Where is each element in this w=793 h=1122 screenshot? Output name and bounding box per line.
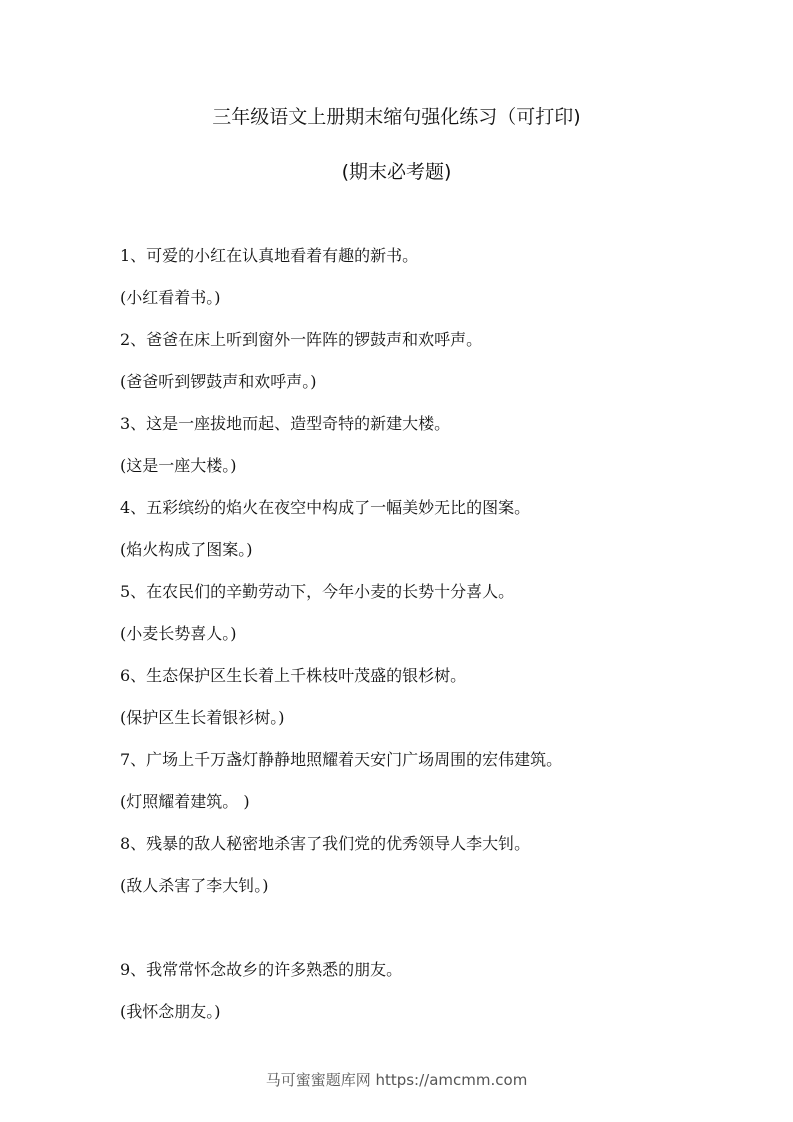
exercise-answer: (灯照耀着建筑。 ) <box>120 792 250 811</box>
exercise-answer: (这是一座大楼。) <box>120 456 237 475</box>
exercise-item-1 <box>120 244 740 328</box>
spacer <box>120 916 740 958</box>
footer-watermark: 马可蜜蜜题库网 https://amcmm.com <box>265 1071 528 1089</box>
exercise-sentence: 3、这是一座拔地而起、造型奇特的新建大楼。 <box>120 414 451 433</box>
exercise-answer: (小麦长势喜人。) <box>120 624 237 643</box>
exercise-item-6 <box>120 664 740 748</box>
exercise-sentence: 4、五彩缤纷的焰火在夜空中构成了一幅美妙无比的图案。 <box>120 498 531 517</box>
exercise-item-9 <box>120 958 740 1042</box>
exercise-answer: (焰火构成了图案。) <box>120 540 253 559</box>
page-subtitle: (期末必考题) <box>341 161 452 183</box>
exercise-sentence: 7、广场上千万盏灯静静地照耀着天安门广场周围的宏伟建筑。 <box>120 750 563 769</box>
exercise-answer: (爸爸听到锣鼓声和欢呼声。) <box>120 372 317 391</box>
exercise-sentence: 8、残暴的敌人秘密地杀害了我们党的优秀领导人李大钊。 <box>120 834 531 853</box>
exercise-sentence: 1、可爱的小红在认真地看着有趣的新书。 <box>120 246 419 265</box>
exercise-answer: (保护区生长着银衫树。) <box>120 708 285 727</box>
exercise-item-2 <box>120 328 740 412</box>
exercise-answer: (敌人杀害了李大钊。) <box>120 876 269 895</box>
exercise-item-5 <box>120 580 740 664</box>
exercise-item-3 <box>120 412 740 496</box>
exercise-sentence: 2、爸爸在床上听到窗外一阵阵的锣鼓声和欢呼声。 <box>120 330 483 349</box>
exercise-item-7 <box>120 748 740 832</box>
exercise-sentence: 6、生态保护区生长着上千株枝叶茂盛的银杉树。 <box>120 666 467 685</box>
exercise-sentence: 5、在农民们的辛勤劳动下，今年小麦的长势十分喜人。 <box>120 582 515 601</box>
exercise-answer: (小红看着书。) <box>120 288 221 307</box>
exercise-item-4 <box>120 496 740 580</box>
exercise-item-8 <box>120 832 740 916</box>
exercise-sentence: 9、我常常怀念故乡的许多熟悉的朋友。 <box>120 960 403 979</box>
exercise-list <box>120 244 740 1042</box>
page-title: 三年级语文上册期末缩句强化练习（可打印) <box>212 106 581 128</box>
exercise-answer: (我怀念朋友。) <box>120 1002 221 1021</box>
